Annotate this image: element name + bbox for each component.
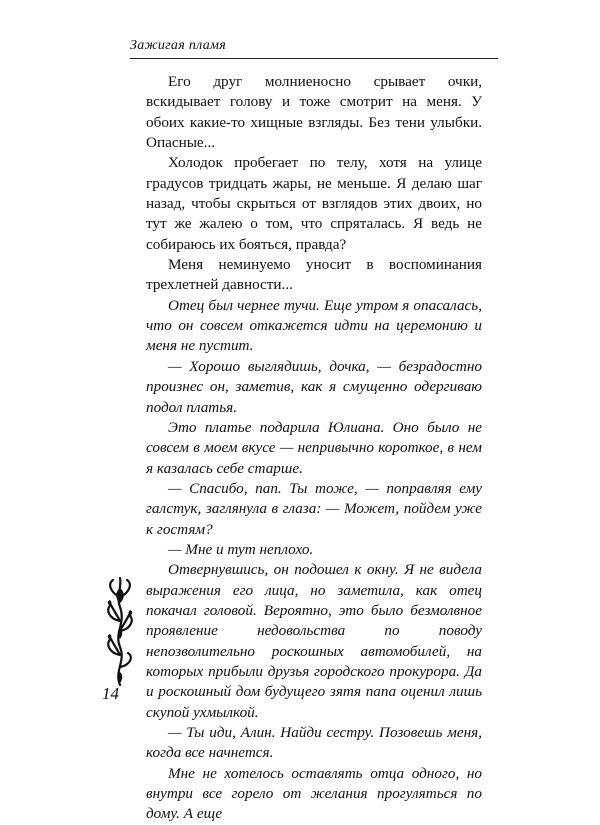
paragraph: — Ты иди, Алин. Найди сестру. Позовешь меня, когда все начнется. [146,724,482,762]
paragraph: Это платье подарила Юлиана. Оно было не совсем в моем вкусе — непривычно короткое, в нем я казалась себе старше. [146,418,482,477]
header-rule [130,58,498,59]
page-number: 14 [102,684,119,703]
paragraph: Меня неминуемо уносит в воспоминания трехлетней давности... [146,256,482,294]
paragraph: Отвернувшись, он подошел к окну. Я не видела выражения его лица, но заметила, как отец покачал головой. Вероятно, это было безмолвное проявление недовольства по поводу непозволительно роскошных автомобилей, на которых прибыли друзья городского прокурора. Да и роскошный дом будущего зятя папа оценил лишь скупой ухмылкой. [146,561,482,721]
body-text [146,72,482,825]
paragraph: — Спасибо, пап. Ты тоже, — поправляя ему галстук, заглянула в глаза: — Может, пойдем уже к гостям? [146,479,482,538]
paragraph: Его друг молниеносно срывает очки, вскидывает голову и тоже смотрит на меня. У обоих какие-то хищные взгляды. Без тени улыбки. Опасные... [146,73,482,152]
floral-vine-ornament-icon [100,575,140,687]
paragraph: — Хорошо выглядишь, дочка, — безрадостно произнес он, заметив, как я смущенно одергиваю подол платья. [146,357,482,416]
running-head-title: Зажигая пламя [130,38,227,53]
paragraph: Отец был чернее тучи. Еще утром я опасалась, что он совсем откажется идти на церемонию и меня не пустит. [146,296,482,355]
paragraph: Мне не хотелось оставлять отца одного, но внутри все горело от желания прогуляться по дому. А еще [146,764,482,823]
paragraph: — Мне и тут неплохо. [168,540,314,558]
paragraph: Холодок пробегает по телу, хотя на улице градусов тридцать жары, не меньше. Я делаю шаг назад, чтобы скрыться от взглядов этих двоих, но тут же жалею о том, что спряталась. Я ведь не собираюсь их бояться, правда? [146,154,482,253]
